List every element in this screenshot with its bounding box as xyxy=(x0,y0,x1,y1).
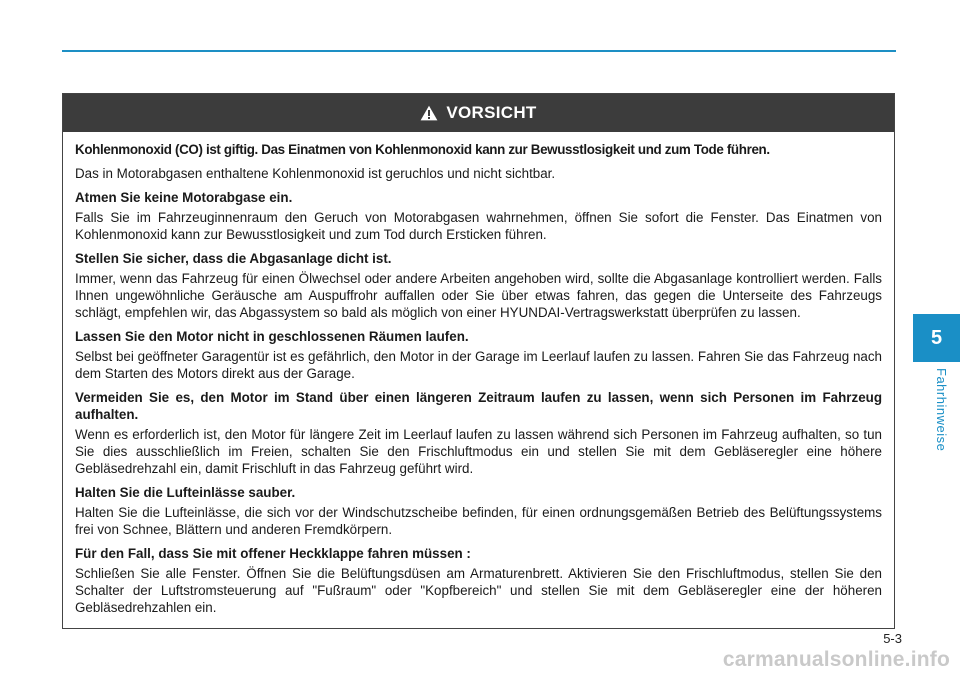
caution-body xyxy=(63,132,894,616)
section-heading: Vermeiden Sie es, den Motor im Stand über einen längeren Zeitraum laufen zu lassen, wenn sich Personen im Fahrzeug aufhalten. xyxy=(75,390,882,422)
section-heading: Lassen Sie den Motor nicht in geschlossenen Räumen laufen. xyxy=(75,329,469,344)
section-text: Halten Sie die Lufteinlässe, die sich vor der Windschutzscheibe befinden, für einen ordnungsgemäßen Betrieb des Belüftungssystems frei von Schnee, Blättern und anderen Fremdkörpern. xyxy=(75,505,882,537)
watermark: carmanualsonline.info xyxy=(722,648,950,671)
section-heading: Stellen Sie sicher, dass die Abgasanlage dicht ist. xyxy=(75,251,392,266)
warning-triangle-icon xyxy=(420,105,438,121)
chapter-tab[interactable] xyxy=(913,314,960,362)
caution-lead-text: Das in Motorabgasen enthaltene Kohlenmonoxid ist geruchlos und nicht sichtbar. xyxy=(75,166,556,181)
top-rule xyxy=(62,50,896,52)
page-number: 5-3 xyxy=(883,631,902,646)
section-text: Immer, wenn das Fahrzeug für einen Ölwechsel oder andere Arbeiten angehoben wird, sollte die Abgasanlage kontrolliert werden. Falls Ihnen ungewöhnliche Geräusche am Auspuffrohr auffallen oder Sie über etwas fahren, das gegen die Unterseite des Fahrzeugs schlägt, empfehlen wir, das Abgassystem so bald als möglich von einer HYUNDAI-Vertragswerkstatt überprüfen zu lassen. xyxy=(75,271,882,320)
caution-lead-bold: Kohlenmonoxid (CO) ist giftig. Das Einatmen von Kohlenmonoxid kann zur Bewusstlosigkeit und zum Tode führen. xyxy=(75,142,770,157)
caution-section xyxy=(75,328,882,382)
section-text: Schließen Sie alle Fenster. Öffnen Sie die Belüftungsdüsen am Armaturenbrett. Aktivieren Sie den Frischluftmodus, stellen Sie den Schalter der Luftstromsteuerung auf "Fußraum" oder "Kopfbereich" und stellen Sie mit dem Gebläseregler eine der höheren Gebläsedrehzahlen ein. xyxy=(75,566,882,615)
chapter-number: 5 xyxy=(930,326,943,349)
section-heading: Atmen Sie keine Motorabgase ein. xyxy=(75,190,293,205)
caution-section xyxy=(75,484,882,538)
caution-section xyxy=(75,189,882,243)
caution-header xyxy=(63,94,894,132)
section-text: Falls Sie im Fahrzeuginnenraum den Geruch von Motorabgasen wahrnehmen, öffnen Sie sofort die Fenster. Das Einatmen von Kohlenmonoxid kann zur Bewusstlosigkeit und zum Tod durch Ersticken führen. xyxy=(75,210,882,242)
section-heading: Für den Fall, dass Sie mit offener Heckklappe fahren müssen : xyxy=(75,546,471,561)
chapter-label: Fahrhinweise xyxy=(934,368,949,452)
section-heading: Halten Sie die Lufteinlässe sauber. xyxy=(75,485,296,500)
caution-section xyxy=(75,389,882,477)
caution-section xyxy=(75,250,882,321)
section-text: Wenn es erforderlich ist, den Motor für längere Zeit im Leerlauf laufen zu lassen während sich Personen im Fahrzeug aufhalten, so tun Sie dies ausschließlich im Freien, schalten Sie den Frischluftmodus ein und stellen Sie mit dem Gebläseregler eine höhere Gebläsedrehzahl ein, damit Frischluft in das Fahrzeug geführt wird. xyxy=(75,427,882,476)
section-text: Selbst bei geöffneter Garagentür ist es gefährlich, den Motor in der Garage im Leerlauf laufen zu lassen. Fahren Sie das Fahrzeug nach dem Starten des Motors direkt aus der Garage. xyxy=(75,349,882,381)
caution-title: VORSICHT xyxy=(446,103,537,122)
caution-section xyxy=(75,545,882,616)
caution-box xyxy=(62,93,895,629)
